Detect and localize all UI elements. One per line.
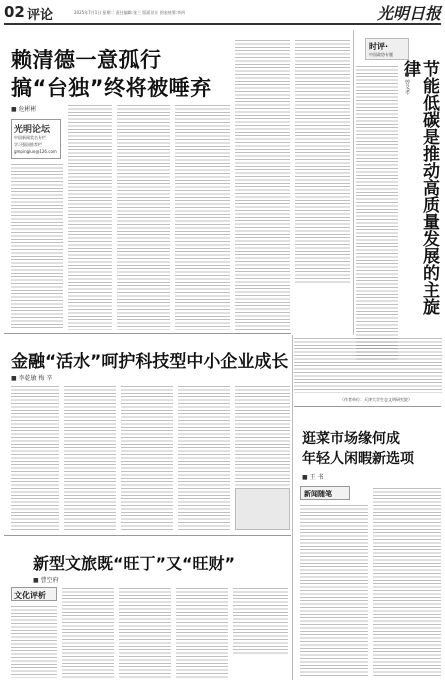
article3-tag-label: 文化评析 <box>14 591 46 600</box>
forum-sub2: 学习强国推荐栏 <box>14 142 42 147</box>
forum-title: 光明论坛 <box>14 125 51 135</box>
article1-col1 <box>11 164 63 330</box>
article2-title: 金融“活水”呵护科技型中小企业成长 <box>11 352 289 372</box>
side-vertical-title: 节能低碳是推动高质量发展的主旋律 <box>400 60 439 315</box>
page-number: 02 <box>4 3 25 21</box>
article4-col2 <box>373 488 441 677</box>
side-tag-sub: 中国政协专题 <box>369 52 393 57</box>
article2-author: ■ 李乾敏 梅 辛 <box>11 375 53 382</box>
side-col1 <box>356 66 398 360</box>
article1-col2 <box>68 105 112 330</box>
article1-col5 <box>235 40 290 330</box>
article2-col5 <box>235 386 290 486</box>
side-col2 <box>294 338 442 393</box>
masthead: 光明日报 <box>376 4 441 23</box>
side-footer: （作者单位：天津大学生态文明研究院） <box>340 397 412 402</box>
article4-tag-label: 新闻随笔 <box>304 490 332 498</box>
article4-tag <box>300 486 350 500</box>
article2-col2 <box>64 386 116 531</box>
article1-divider <box>353 30 354 335</box>
article1-col6 <box>295 40 350 285</box>
article4-col1 <box>300 505 368 677</box>
article3-col1 <box>11 606 57 678</box>
forum-badge <box>11 119 61 159</box>
article2-bottom-rule <box>4 535 291 536</box>
article3-col5 <box>233 588 288 656</box>
article1-title-line1: 赖清德一意孤行 <box>11 48 162 72</box>
header-meta: 2025年7月1日 星期二 责任编辑:张三 版面设计 图表统筹:李四 <box>74 10 186 15</box>
article4-author: ■ 王 书 <box>302 474 324 481</box>
header-rule <box>4 23 441 25</box>
article3-divider <box>292 335 293 680</box>
article3-author: ■ 曹空府 <box>33 577 59 584</box>
section-name: 评论 <box>27 8 54 23</box>
article3-title: 新型文旅既“旺丁”又“旺财” <box>33 554 236 573</box>
side-tag <box>365 38 409 60</box>
article3-col3 <box>119 588 171 678</box>
forum-sub1: 中国新闻奖名专栏 <box>14 135 46 140</box>
side-tag-title: 时评· <box>369 42 389 51</box>
article2-top-rule <box>4 333 291 334</box>
article1-col3 <box>117 105 170 330</box>
article1-col4 <box>175 105 230 330</box>
article3-tag <box>11 587 57 601</box>
forum-sub3: gmpinglun@126.com <box>14 149 57 154</box>
article4-title-line1: 逛菜市场缘何成 <box>302 431 400 447</box>
article4-title-line2: 年轻人闲暇新选项 <box>302 451 414 467</box>
article2-col3 <box>121 386 173 531</box>
article2-col1 <box>11 386 59 531</box>
side-author: ■ 曾义孝 <box>404 72 410 95</box>
side-bottom-rule <box>294 406 441 407</box>
article2-highlight-box <box>235 488 290 530</box>
article1-author: ■ 危彬彬 <box>11 106 37 113</box>
article1-title-line2: 搞“台独”终将被唾弃 <box>11 76 212 100</box>
article3-col4 <box>176 588 228 678</box>
article3-col2 <box>62 588 114 678</box>
article2-col4 <box>178 386 230 531</box>
